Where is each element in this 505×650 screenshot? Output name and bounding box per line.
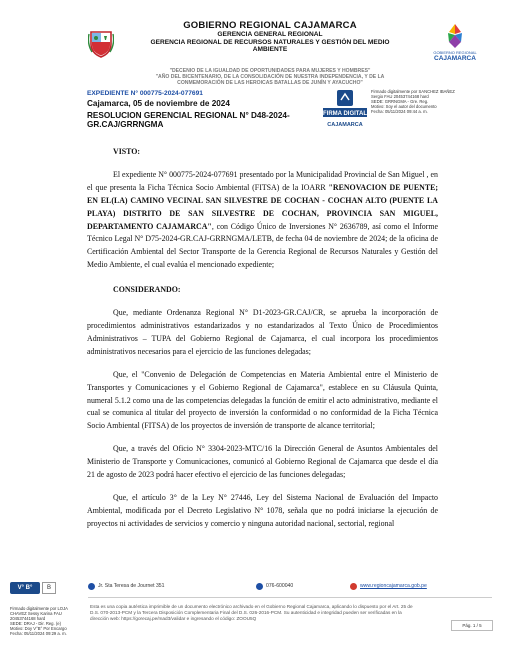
visto-text-b: , con Código Único de Inversiones N° 2636789, así como el Informe Técnico Legal N° D75-2024-GR.CAJ-GRRNGMA/LETB, de fecha 04 de noviembre de 2024; de la oficina de Certificación Ambiental del Sector Transporte de la Gerencia Regional de Recursos Naturales y Gestión del Medio Ambiente, el cual evalúa el mencionado expediente;	[87, 221, 438, 270]
page-footer	[0, 578, 505, 650]
organization-block	[120, 20, 420, 54]
cajamarca-emblem-icon	[430, 22, 480, 50]
footer-signature-info	[10, 606, 82, 636]
considerando-paragraph: Que, mediante Ordenanza Regional N° D1-2023-GR.CAJ/CR, se aprueba la incorporación de procedimientos administrativos estandarizados y no estandarizados al Texto Único de Procedimientos Administrativos – TUPA del Gobierno Regional de Cajamarca, el cual incorpora los procedimientos administrativos necesarios para el ejercicio de las funciones delegadas;	[87, 308, 438, 356]
decenio-line-3: CONMEMORACIÓN DE LAS HEROICAS BATALLAS DE JUNÍN Y AYACUCHO"	[177, 80, 363, 86]
firma-digital-logo	[322, 88, 368, 132]
organization-department-cont: AMBIENTE	[252, 46, 288, 53]
signature-line: Firmado digitalmente por SANCHEZ IBAÑEZ	[371, 89, 455, 94]
project-name: "RENOVACION DE PUENTE; EN EL(LA) CAMINO VECINAL SAN SILVESTRE DE COCHAN - COCHAN ALTO (PUENTE LA PLAYA) DISTRITO DE SAN SILVESTRE DE COCHAN, PROVINCIA SAN MIGUEL, DEPARTAMENTO CAJAMARCA"	[87, 182, 439, 231]
digital-signature-info	[371, 89, 481, 114]
footer-signature-line: Motivo: Doy V°B° Por Encargo	[10, 626, 67, 631]
signature-line: SEDE: GRRNGMA - Gre. Reg.	[371, 99, 429, 104]
footer-signature-line: 20453744168 hard	[10, 616, 46, 621]
footer-signature-line: CHAVEZ Sessy Karina FAU	[10, 611, 62, 616]
location-icon	[88, 583, 95, 590]
signature-line: Sergio FAU 20453744168 hard	[371, 94, 429, 99]
visto-text-a: El expediente N° 000775-2024-077691 presentado por la Municipalidad Provincial de San Miguel , en el que presenta la Ficha Técnica Socio Ambiental (FITSA) de la IOARR	[87, 169, 438, 192]
phone-icon	[256, 583, 263, 590]
organization-subtitle: GERENCIA GENERAL REGIONAL	[217, 31, 323, 38]
decenio-line-1: "DECENIO DE LA IGUALDAD DE OPORTUNIDADES PARA MUJERES Y HOMBRES"	[169, 68, 371, 74]
signature-line: Motivo: Soy el autor del documento	[371, 104, 437, 109]
visto-heading: VISTO:	[113, 147, 141, 156]
logo-subtitle: GOBIERNO REGIONAL	[433, 50, 477, 55]
logo-word: CAJAMARCA	[434, 55, 476, 62]
page-header	[0, 0, 505, 72]
footer-address: Jr. Sta Teresa de Journet 351	[98, 583, 165, 589]
signature-line: Fecha: 05/11/2024 09:44 a. m.	[371, 109, 428, 114]
expediente-number: EXPEDIENTE N° 000775-2024-077691	[87, 90, 203, 97]
footer-signature-line: Fecha: 05/11/2024 09:29 a. m.	[10, 631, 67, 636]
firma-logo-label: FIRMA DIGITAL	[323, 111, 367, 117]
resolution-body	[87, 146, 438, 531]
resolution-title: RESOLUCION GERENCIAL REGIONAL N° D48-2024-GR.CAJ/GRRNGMA	[87, 111, 290, 129]
organization-department: GERENCIA REGIONAL DE RECURSOS NATURALES Y GESTIÓN DEL MEDIO	[150, 38, 390, 46]
visto-bueno-badge: V° B°	[10, 582, 40, 594]
footer-phone: 076-600040	[266, 583, 294, 589]
globe-icon	[350, 583, 357, 590]
decenio-slogan	[120, 68, 420, 86]
cajamarca-logo	[430, 22, 480, 66]
considerando-paragraph: Que, el "Convenio de Delegación de Competencias en Materia Ambiental entre el Ministerio de Transportes y Comunicaciones y el Gobierno Regional de Cajamarca", establece en su Cláusula Quinta, numeral 5.1.2 como una de las competencias delegadas la función de emitir el acto administrativo, mediante el cual se comunica al titular del proyecto de inversión la conformidad o no conformidad de la Ficha Técnica Socio Ambiental (FITSA) de los proyectos de inversión de transporte de alcance territorial;	[87, 369, 438, 431]
page-number: Pág. 1 / 5	[451, 620, 493, 631]
peru-coat-of-arms-icon	[88, 28, 114, 58]
visto-paragraph	[87, 169, 438, 272]
footer-signature-line: Firmado digitalmente por LOJA	[10, 606, 68, 611]
considerando-paragraph: Que, el artículo 3° de la Ley N° 27446, Ley del Sistema Nacional de Evaluación del Impacto Ambiental, modificada por el Decreto Legislativo N° 1078, señala que no podrá iniciarse la ejecución de proyectos ni actividades de servicios y comercio y ninguna autoridad nacional, sectorial, regional	[87, 492, 438, 528]
organization-title: GOBIERNO REGIONAL CAJAMARCA	[183, 20, 357, 31]
document-date: Cajamarca, 05 de noviembre de 2024	[87, 99, 230, 108]
expediente-block	[87, 90, 317, 129]
considerando-heading: CONSIDERANDO:	[113, 285, 181, 295]
badge-b: B	[42, 582, 56, 594]
footer-divider	[88, 597, 492, 598]
footer-signature-line: SEDE: DRAJ - Dir. Reg. (e)	[10, 621, 61, 626]
authenticity-notice: Esta es una copia auténtica imprimible de un documento electrónico archivado en el Gobierno Regional Cajamarca, aplicando lo dispuesto por el Art. 25 de D.S. 070-2013-PCM y la Tercera Disposición Complementaria Final del D.S. 026-2016-PCM. Su autenticidad e integridad pueden ser verificadas en la dirección web: https://gorecaj.pe/mad3/validar e ingresando el código: ZOOU5Q	[90, 604, 413, 621]
decenio-line-2: "AÑO DEL BICENTENARIO, DE LA CONSOLIDACIÓN DE NUESTRA INDEPENDENCIA, Y DE LA	[155, 74, 385, 80]
considerando-paragraph: Que, a través del Oficio N° 3304-2023-MTC/16 la Dirección General de Asuntos Ambientales del Ministerio de Transporte y Comunicaciones, comunicó al Gobierno Regional de Cajamarca que desde el día 21 de agosto de 2023 podrá hacer efectivo el ejercicio de las funciones delegadas;	[87, 444, 438, 480]
firma-logo-sub: CAJAMARCA	[327, 122, 363, 128]
footer-website-link[interactable]: www.regioncajamarca.gob.pe	[360, 583, 427, 589]
